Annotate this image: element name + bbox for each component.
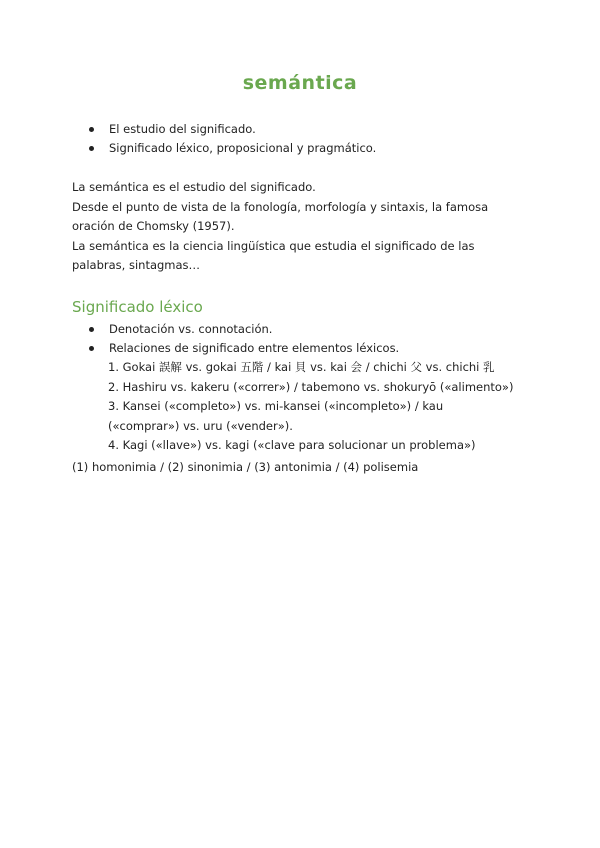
- paragraph-line: La semántica es la ciencia lingüística que estudia el significado de las palabras, sintagmas…: [72, 238, 475, 272]
- numbered-example-list: [108, 358, 518, 456]
- bullet-dot-icon: [89, 146, 94, 151]
- list-item-text: Relaciones de significado entre elementos léxicos.: [109, 341, 400, 355]
- list-item-text: Denotación vs. connotación.: [109, 322, 273, 336]
- paragraph-line: La semántica es el estudio del significado.: [72, 180, 316, 194]
- section-heading: Significado léxico: [72, 298, 203, 316]
- numbered-item: 2. Hashiru vs. kakeru («correr») / tabemono vs. shokuryō («alimento»): [108, 379, 514, 394]
- paragraph-line: Desde el punto de vista de la fonología, morfología y sintaxis, la famosa oración de Chomsky (1957).: [72, 199, 489, 233]
- list-item-text: Significado léxico, proposicional y pragmático.: [109, 141, 377, 155]
- numbered-item: 4. Kagi («llave») vs. kagi («clave para solucionar un problema»): [108, 438, 476, 452]
- intro-bullet-list: [72, 120, 376, 158]
- list-item: [72, 320, 399, 339]
- classification-line: (1) homonimia / (2) sinonimia / (3) antonimia / (4) polisemia: [72, 460, 419, 474]
- bullet-dot-icon: [89, 327, 94, 332]
- bullet-dot-icon: [89, 127, 94, 132]
- intro-paragraph: [72, 178, 512, 276]
- numbered-item: 1. Gokai 誤解 vs. gokai 五階 / kai 貝 vs. kai 会 / chichi 父 vs. chichi 乳: [108, 360, 495, 374]
- bullet-dot-icon: [89, 346, 94, 351]
- list-item: [72, 339, 399, 358]
- list-item-text: El estudio del significado.: [109, 122, 256, 136]
- numbered-item: 3. Kansei («completo») vs. mi-kansei («incompleto») / kau («comprar») vs. uru («vender»).: [108, 399, 444, 433]
- list-item: [72, 120, 376, 139]
- section-bullet-list: [72, 320, 399, 358]
- page-title: semántica: [242, 72, 358, 94]
- list-item: [72, 139, 376, 158]
